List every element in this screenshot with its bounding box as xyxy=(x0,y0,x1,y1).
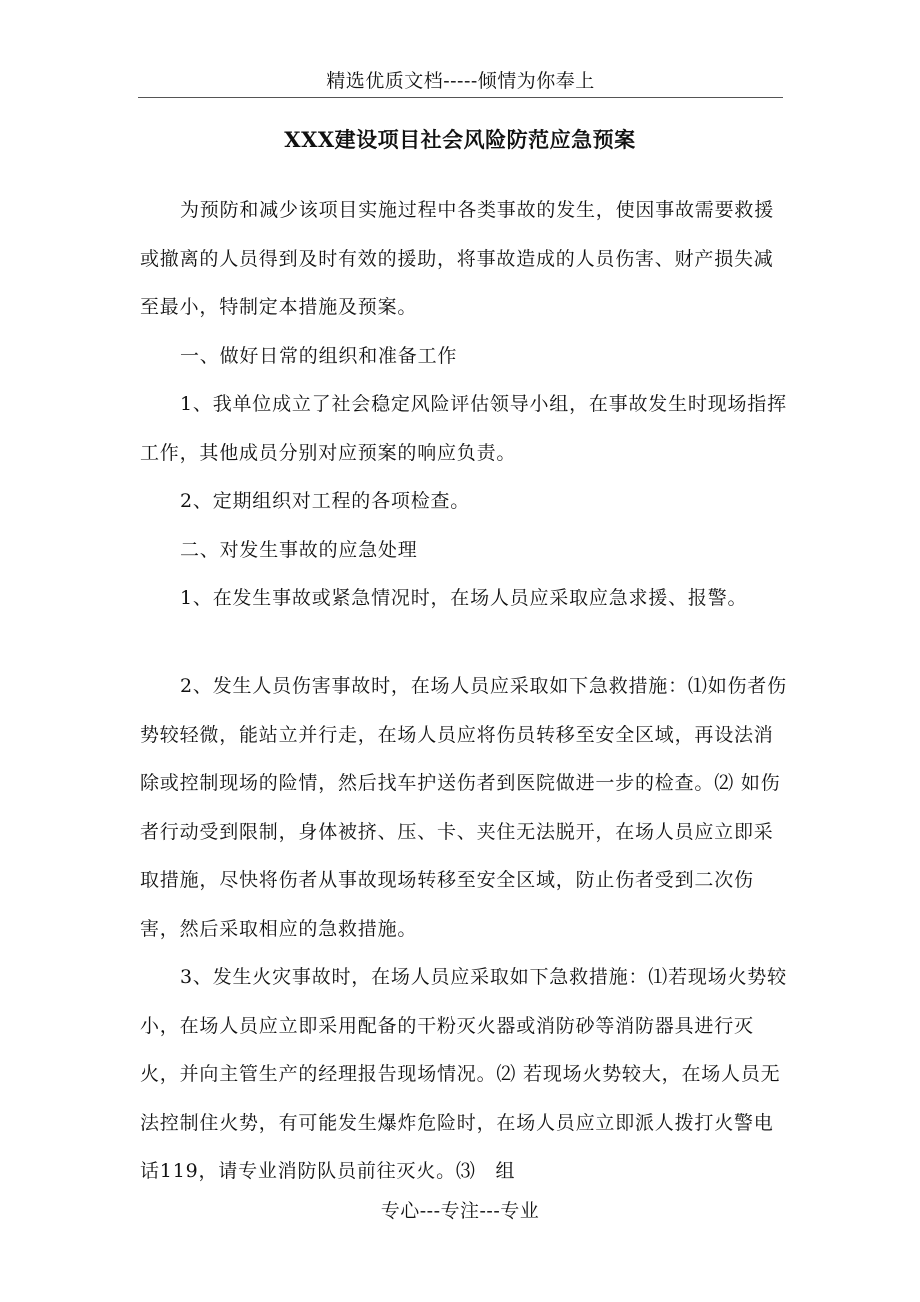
body-section-bottom xyxy=(140,662,790,1196)
page-header: 精选优质文档-----倾情为你奉上 xyxy=(138,66,783,98)
paragraph: 3、发生火灾事故时，在场人员应采取如下急救措施：⑴若现场火势较小，在场人员应立即采用配备的干粉灭火器或消防砂等消防器具进行灭火，并向主管生产的经理报告现场情况。⑵ 若现场火势较大，在场人员无法控制住火势，有可能发生爆炸危险时，在场人员应立即派人拨打火警电话119，请专业消防队员前往灭火。⑶ 组 xyxy=(140,966,787,1182)
section-heading-1: 一、做好日常的组织和准备工作 xyxy=(180,344,458,367)
document-title: XXX建设项目社会风险防范应急预案 xyxy=(284,127,636,152)
page-footer: 专心---专注---专业 xyxy=(380,1200,540,1222)
paragraph: 2、发生人员伤害事故时，在场人员应采取如下急救措施：⑴如伤者伤势较轻微，能站立并行走，在场人员应将伤员转移至安全区域，再设法消除或控制现场的险情，然后找车护送伤者到医院做进一步的检查。⑵ 如伤者行动受到限制，身体被挤、压、卡、夹住无法脱开，在场人员应立即采取措施，尽快将伤者从事故现场转移至安全区域，防止伤者受到二次伤害，然后采取相应的急救措施。 xyxy=(140,675,787,940)
paragraph: 2、定期组织对工程的各项检查。 xyxy=(180,490,471,512)
body-section-top xyxy=(140,186,790,623)
paragraph: 1、在发生事故或紧急情况时，在场人员应采取应急求援、报警。 xyxy=(180,587,748,609)
paragraph: 1、我单位成立了社会稳定风险评估领导小组，在事故发生时现场指挥工作，其他成员分别对应预案的响应负责。 xyxy=(140,393,787,464)
section-heading-2: 二、对发生事故的应急处理 xyxy=(180,538,418,561)
intro-paragraph: 为预防和减少该项目实施过程中各类事故的发生，使因事故需要救援或撤离的人员得到及时有效的援助，将事故造成的人员伤害、财产损失减至最小，特制定本措施及预案。 xyxy=(140,199,775,318)
